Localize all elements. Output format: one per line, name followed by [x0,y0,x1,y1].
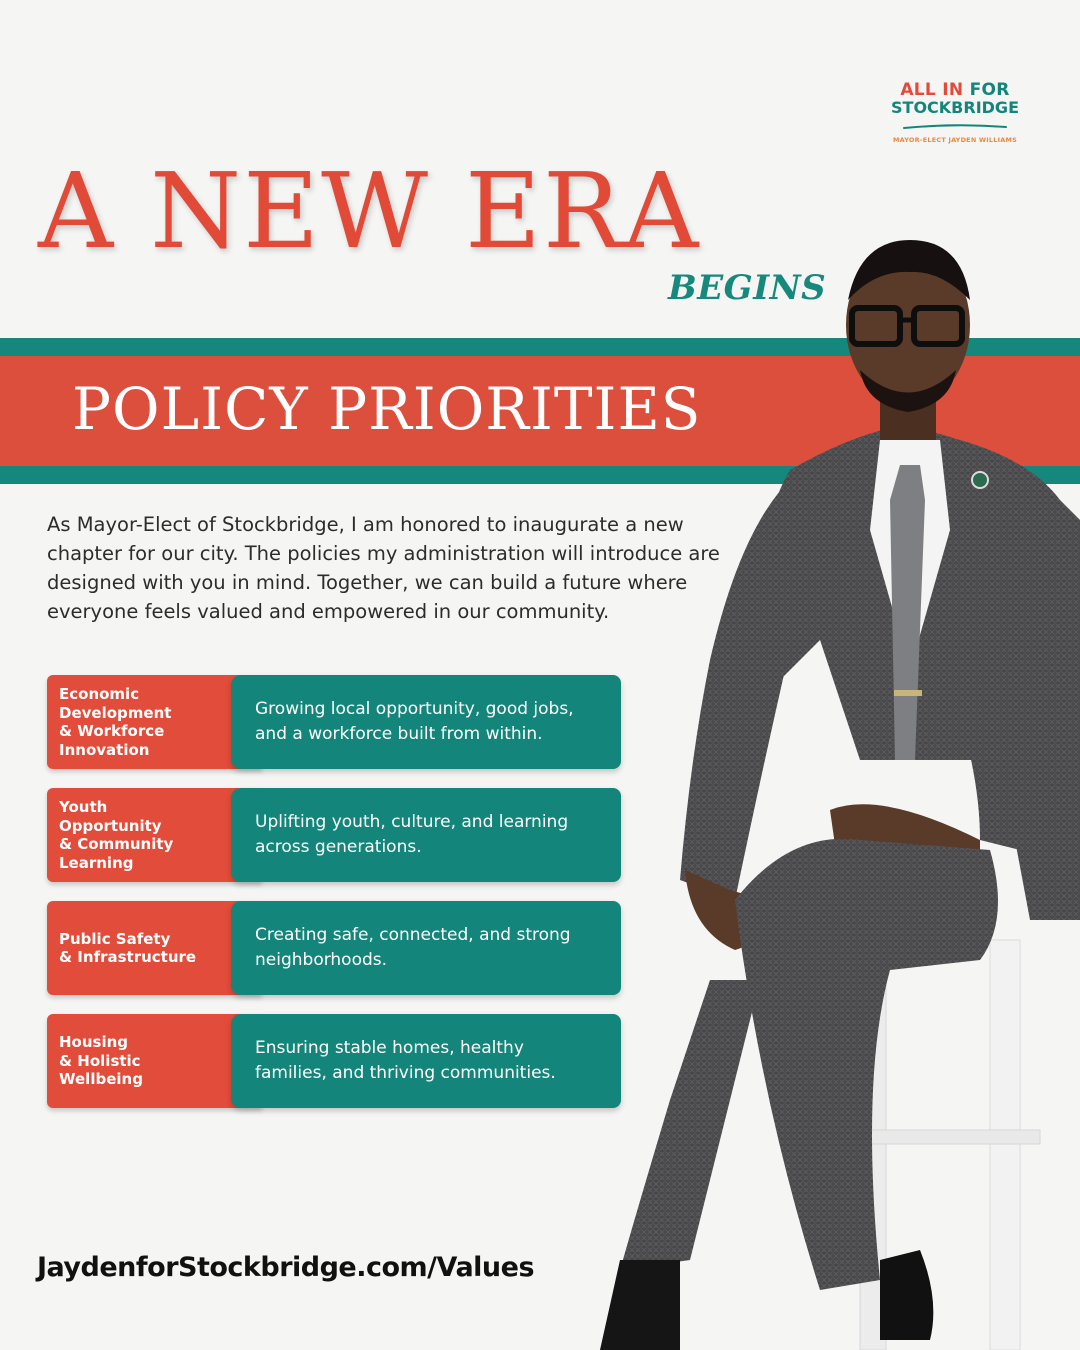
priority-tag: Economic Development & Workforce Innovation [47,675,262,769]
mayor-portrait-image [560,200,1080,1350]
priority-description: Ensuring stable homes, healthy families, and thriving communities. [231,1014,621,1108]
website-url: JaydenforStockbridge.com/Values [37,1252,535,1283]
priority-description: Uplifting youth, culture, and learning across generations. [231,788,621,882]
priority-list [47,675,621,1127]
subheadline: BEGINS [668,268,827,308]
banner-title: POLICY PRIORITIES [72,375,702,443]
logo-subtitle: MAYOR-ELECT JAYDEN WILLIAMS [892,136,1017,144]
priority-description: Growing local opportunity, good jobs, and a workforce built from within. [231,675,621,769]
logo-swoosh-icon [900,124,1010,130]
priority-tag: Public Safety & Infrastructure [47,901,262,995]
priority-row-housing [47,1014,621,1108]
priority-tag: Youth Opportunity & Community Learning [47,788,262,882]
logo-line-2: STOCKBRIDGE [891,98,1019,117]
priority-description: Creating safe, connected, and strong neighborhoods. [231,901,621,995]
priority-row-economic [47,675,621,769]
headline: A NEW ERA [38,150,701,272]
intro-paragraph: As Mayor-Elect of Stockbridge, I am honored to inaugurate a new chapter for our city. The policies my administration will introduce are designed with you in mind. Together, we can build a future where everyone feels valued and empowered in our community. [47,513,720,623]
priority-tag: Housing & Holistic Wellbeing [47,1014,262,1108]
priority-row-public-safety [47,901,621,995]
campaign-logo [880,80,1030,144]
logo-line-1: ALL IN FOR [900,80,1010,100]
priority-row-youth [47,788,621,882]
